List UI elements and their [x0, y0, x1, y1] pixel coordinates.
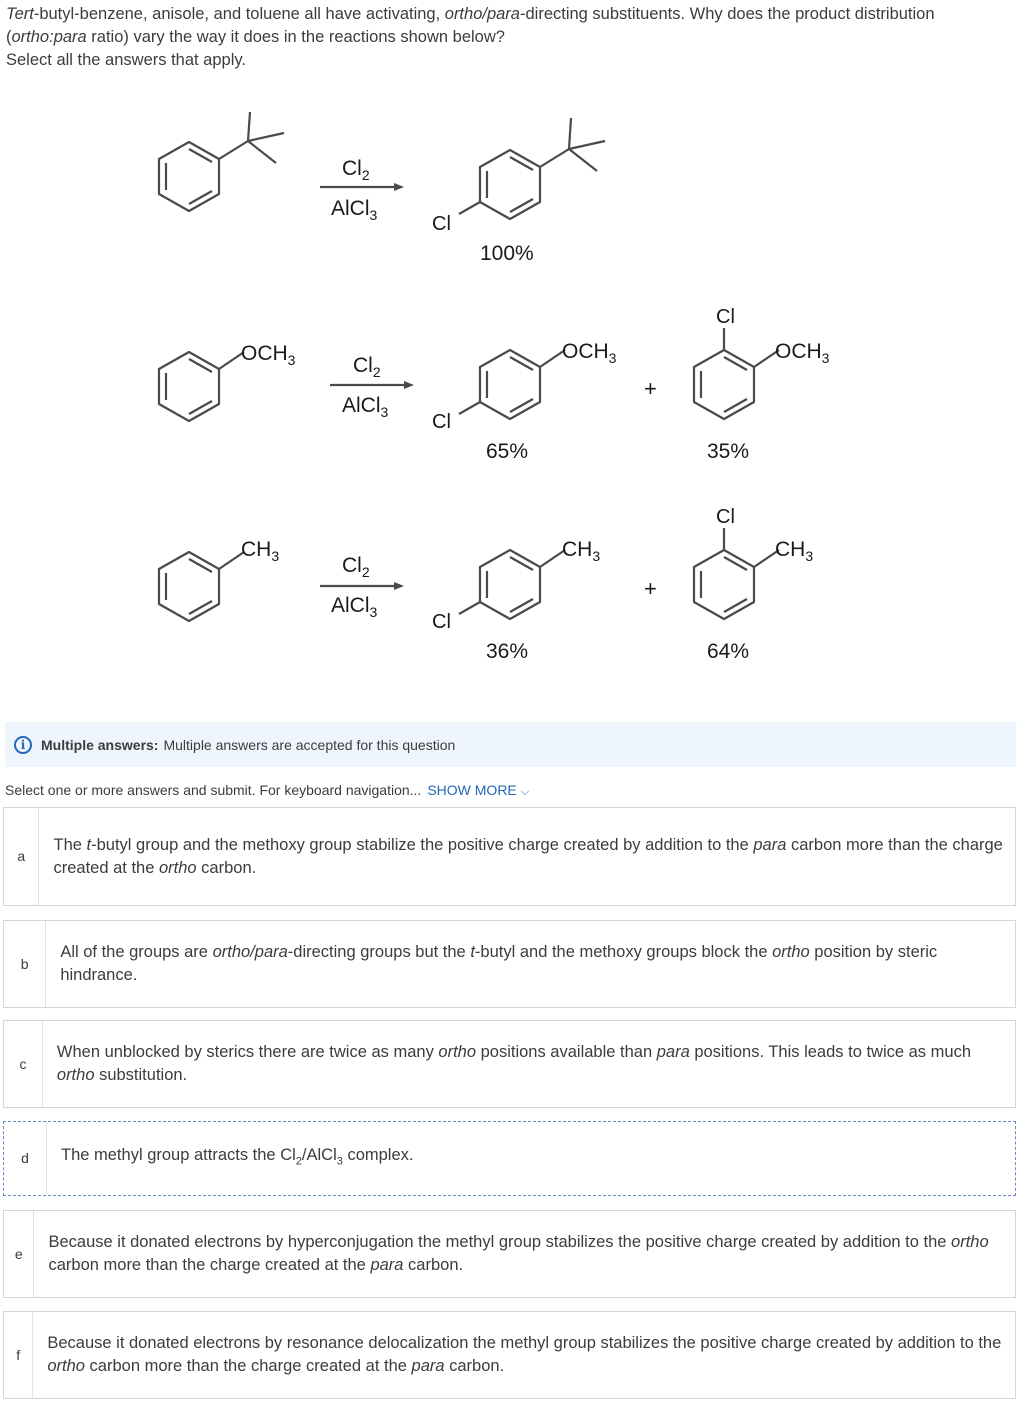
- substituent-sub: 3: [805, 548, 814, 564]
- answer-text-part: position by steric hindrance.: [60, 943, 938, 984]
- answer-text-italic: ortho: [56, 1066, 95, 1084]
- para-chloro-tert-butylbenzene-structure: [459, 118, 605, 219]
- question-text-part: -directing substituents. Why does the product distribution: [519, 5, 935, 23]
- answer-text-part: Because it donated electrons by hyperconjugation the methyl group stabilizes the positive charge created by addition to the: [48, 1233, 952, 1251]
- toluene-structure: [159, 552, 244, 621]
- show-more-label[interactable]: SHOW MORE: [427, 782, 517, 798]
- answer-text: [39, 834, 1015, 880]
- answer-text-italic: ortho/para: [212, 943, 288, 961]
- substituent-sub: 3: [608, 350, 617, 366]
- answer-text: [46, 941, 1015, 987]
- answer-text-italic: t: [470, 943, 475, 961]
- answer-text-part: When unblocked by sterics there are twice as many: [56, 1043, 439, 1061]
- answer-text-italic: para: [411, 1357, 445, 1375]
- substituent-och3: [775, 340, 830, 366]
- answer-option-d[interactable]: [3, 1121, 1016, 1196]
- answer-text: [34, 1231, 1015, 1277]
- reagent-cl2-sub: 2: [361, 167, 370, 183]
- ortho-chlorotoluene-structure: [694, 528, 779, 619]
- answer-option-b[interactable]: [3, 920, 1016, 1008]
- question-line-2: [6, 26, 1021, 49]
- reagent-cl2-part: Cl: [342, 157, 362, 180]
- substituent-part: CH: [775, 538, 806, 561]
- reagent-alcl3-sub: 3: [369, 207, 378, 223]
- tert-butylbenzene-structure: [159, 112, 284, 211]
- reaction-arrow-head: [394, 582, 404, 590]
- banner-title: Multiple answers:: [41, 736, 159, 753]
- chloro-label-ortho: Cl: [716, 306, 735, 328]
- substituent-part: CH: [241, 538, 272, 561]
- answer-text-part: complex.: [342, 1145, 414, 1164]
- answer-text-part: positions. This leads to twice as much: [689, 1043, 971, 1061]
- answer-text: [33, 1332, 1015, 1378]
- reaction-arrow-head: [394, 183, 404, 191]
- show-more-link[interactable]: [427, 782, 529, 798]
- chloro-label: Cl: [432, 411, 451, 433]
- reagent-alcl3-sub: 3: [380, 404, 389, 420]
- question-line-1: [6, 3, 1021, 26]
- answer-text-part: The methyl group attracts the Cl: [61, 1145, 296, 1164]
- answer-text-part: /AlCl: [301, 1145, 337, 1164]
- answer-text-part: carbon more than the charge created at the: [53, 835, 1003, 877]
- answer-letter: d: [4, 1122, 47, 1195]
- reagent-alcl3-part: AlCl: [331, 594, 370, 617]
- reagent-alcl3: [342, 394, 389, 420]
- reagent-cl2-sub: 2: [361, 564, 370, 580]
- chevron-down-icon: ⌵: [520, 786, 530, 798]
- plus-sign: +: [644, 376, 657, 401]
- substituent-och3: [562, 340, 617, 366]
- plus-sign: +: [644, 576, 657, 601]
- chloro-label: Cl: [432, 213, 451, 235]
- answer-letter: b: [4, 921, 46, 1007]
- substituent-och3: [241, 342, 296, 368]
- answer-text-part: -butyl and the methoxy groups block the: [474, 943, 773, 961]
- info-icon: i: [14, 736, 32, 754]
- reagent-alcl3-part: AlCl: [331, 197, 370, 220]
- banner-text: Multiple answers are accepted for this question: [163, 736, 456, 753]
- answer-text-italic: para: [656, 1043, 690, 1061]
- answer-letter: a: [4, 808, 39, 905]
- answer-text-part: substitution.: [94, 1066, 188, 1084]
- answer-text-part: The: [53, 835, 87, 854]
- substituent-part: CH: [562, 538, 593, 561]
- anisole-structure: [159, 352, 244, 421]
- reagent-alcl3-part: AlCl: [342, 394, 381, 417]
- answer-text-italic: ortho: [951, 1233, 989, 1251]
- answer-option-f[interactable]: [3, 1311, 1016, 1399]
- reagent-cl2: [353, 354, 381, 380]
- substituent-sub: 3: [592, 548, 601, 564]
- reagent-cl2: [342, 157, 370, 183]
- substituent-part: OCH: [775, 340, 822, 363]
- answer-text-italic: ortho: [47, 1357, 85, 1375]
- substituent-ch3: [241, 538, 279, 564]
- reagent-cl2-sub: 2: [372, 364, 381, 380]
- substituent-part: OCH: [562, 340, 609, 363]
- answer-text-part: -butyl group and the methoxy group stabilize the positive charge created by addition to the: [91, 835, 754, 854]
- yield-ortho-3: 64%: [707, 640, 750, 663]
- reaction-arrow-head: [404, 381, 414, 389]
- answer-text-part: positions available than: [476, 1043, 657, 1061]
- answer-option-a[interactable]: [3, 807, 1016, 906]
- yield-para-2: 65%: [486, 440, 529, 463]
- answer-text-italic: ortho: [158, 858, 197, 877]
- answer-subscript: 2: [295, 1155, 302, 1168]
- multiple-answers-banner: [5, 722, 1016, 767]
- answer-text-part: carbon.: [444, 1357, 505, 1375]
- chloro-label: Cl: [432, 611, 451, 633]
- question-text: [6, 3, 1021, 72]
- answer-text-italic: para: [753, 835, 787, 854]
- reagent-cl2-part: Cl: [342, 554, 362, 577]
- answer-text-part: carbon more than the charge created at the: [84, 1357, 412, 1375]
- keyboard-help: [5, 782, 529, 799]
- answer-letter: c: [4, 1021, 43, 1107]
- reaction-scheme: [0, 90, 1032, 710]
- reaction-scheme-svg: [0, 90, 1032, 710]
- yield-para-3: 36%: [486, 640, 529, 663]
- answer-option-c[interactable]: [3, 1020, 1016, 1108]
- reagent-alcl3-sub: 3: [369, 604, 378, 620]
- answer-text-part: All of the groups are: [60, 943, 213, 961]
- answer-text-italic: ortho: [438, 1043, 477, 1061]
- substituent-sub: 3: [271, 548, 280, 564]
- question-italic-ratio: ortho:para: [11, 28, 87, 46]
- question-text-part: ratio) vary the way it does in the reactions shown below?: [86, 28, 505, 46]
- answer-letter: e: [4, 1211, 34, 1297]
- substituent-sub: 3: [821, 350, 830, 366]
- help-text: Select one or more answers and submit. For keyboard navigation...: [5, 782, 422, 798]
- ortho-chloroanisole-structure: [694, 328, 779, 419]
- answer-subscript: 3: [336, 1155, 343, 1168]
- answer-text-part: Because it donated electrons by resonance delocalization the methyl group stabilizes the positive charge created by addition to the: [47, 1334, 1002, 1352]
- question-italic-orthopara: ortho/para: [444, 5, 520, 23]
- substituent-part: OCH: [241, 342, 288, 365]
- substituent-ch3: [562, 538, 600, 564]
- chloro-label-ortho: Cl: [716, 506, 735, 528]
- para-chloroanisole-structure: [459, 350, 565, 419]
- reagent-alcl3: [331, 594, 378, 620]
- question-instruction: Select all the answers that apply.: [6, 51, 246, 69]
- answer-text: [43, 1041, 1015, 1087]
- answer-text-part: -directing groups but the: [287, 943, 471, 961]
- answer-text-italic: ortho: [772, 943, 810, 961]
- reagent-alcl3: [331, 197, 378, 223]
- yield-ortho-2: 35%: [707, 440, 750, 463]
- question-text-part: (: [6, 28, 12, 46]
- substituent-sub: 3: [287, 352, 296, 368]
- answer-text-italic: para: [370, 1256, 404, 1274]
- substituent-ch3: [775, 538, 813, 564]
- answer-text: [47, 1144, 425, 1173]
- answer-text-italic: t: [86, 835, 92, 854]
- question-text-part: -butyl-benzene, anisole, and toluene all have activating,: [33, 5, 445, 23]
- answer-option-e[interactable]: [3, 1210, 1016, 1298]
- answer-text-part: carbon more than the charge created at the: [48, 1256, 371, 1274]
- answer-letter: f: [4, 1312, 33, 1398]
- reagent-cl2-part: Cl: [353, 354, 373, 377]
- yield-para-1: 100%: [480, 242, 534, 265]
- reagent-cl2: [342, 554, 370, 580]
- question-italic-tert: Tert: [6, 5, 34, 23]
- answer-text-part: carbon.: [403, 1256, 464, 1274]
- para-chlorotoluene-structure: [459, 550, 565, 619]
- answer-text-part: carbon.: [196, 858, 257, 877]
